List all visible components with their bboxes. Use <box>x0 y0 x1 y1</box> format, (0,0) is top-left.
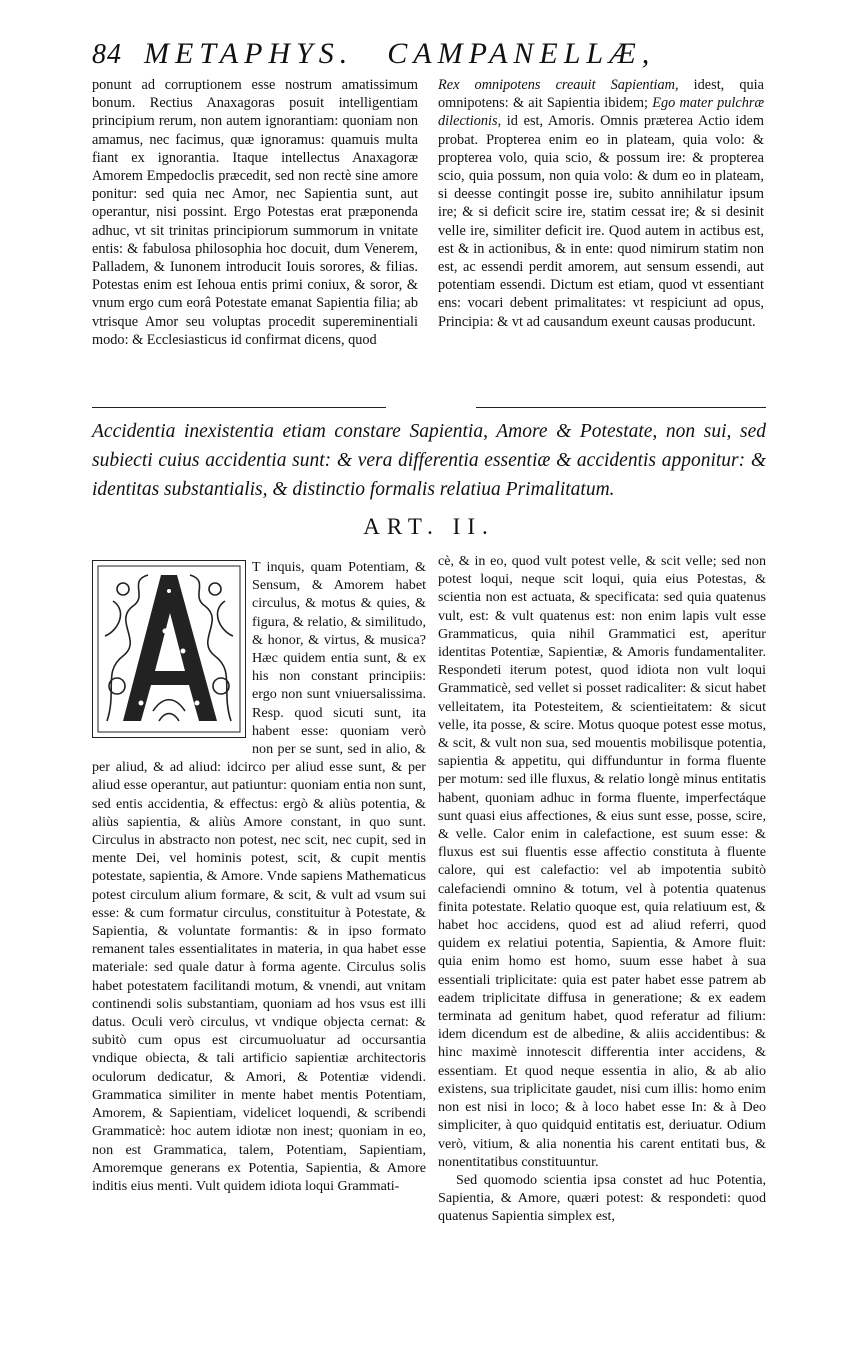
top-right-quote: Ego mater pulchræ dilectionis <box>438 95 764 130</box>
body-left-column <box>92 558 426 1195</box>
running-title-left: METAPHYS. <box>144 37 354 70</box>
section-heading: Accidentia inexistentia etiam constare Sapientia, Amore & Potestate, non sui, sed subiecti cuius accidentia sunt: & vera differentia essentiæ & accidentis apponitur: & identitas substantialis, & distinctio formalis relatiua Primalitatum. <box>92 421 766 500</box>
section-divider-gap <box>386 402 476 412</box>
top-right-lead: Rex omnipotens creauit Sapientiam <box>438 77 675 93</box>
body-right-column <box>438 552 766 1226</box>
article-label: ART. II. <box>363 514 495 539</box>
top-right-paragraph <box>438 76 764 331</box>
top-right-column <box>438 76 764 331</box>
body-left-text: T inquis, quam Potentiam, & Sensum, & Amorem habet circulus, & motus & quies, & figura, & relatio, & similitudo, & honor, & virtus, & musica? Hæc quidem entia sunt, & ex his non constant principiis: ergo non sunt vniuersalissima. Resp. quod sicuti sunt, ita habent esse: quoniam verò non per se sunt, sed in alio, & per aliud, & ad aliud: idcirco per aliud esse sunt, & per aliud esse operantur, aut patiuntur: quoniam entia non sunt, sed entis accidentia, & effectus: ergò & aliùs potentia, & aliùs sapientia, & aliùs Amore constant, in quo sunt. Circulus in abstracto non potest, nec scit, nec cupit, sed in mente Dei, vel hominis potest, scit, & cupit mentis potestate, sapientia, & Amore. Vnde sapiens Mathematicus potest circulum alium formare, & scit, & vult ad vsum sui esse: & cum formatur circulus, constituitur à Potestate, & Sapientia, & voluntate formantis: & in ipso formato remanent tales essentialitates in materia, in qua habet esse materiale: sed quale datur à forma agente. Circulus solis habet potestatem facilitandi motum, & vnendi, aut vnitam continendi solis substantiam, quoniam ad hos vsus est illi datus. Oculi verò circulus, vt vndique objecta cernat: & subitò cum opus est circumuoluatur ad occursantia vndique obiecta, & tali artificio sapientiæ architectoris oculorum dedicatur, & Amori, & Potentiæ videndi. Grammatica similiter in mente habet mentis Potentiam, Amorem, & Sapientiam, videlicet loquendi, & scribendi Grammaticè: hoc autem idiotæ non inest; quoniam in eo, non est Grammatica, talem, Potentiam, Sapientiam, Amoremque generans ex Potentia, Sapientia, & Amore inditis eius menti. Vult quidem idiota loqui Grammati- <box>92 559 426 1194</box>
initial-float-space <box>92 558 252 746</box>
top-left-column <box>92 76 418 349</box>
body-right-text: cè, & in eo, quod vult potest velle, & scit velle; sed non potest loqui, neque scit loqui, quia eius Potestas, & scientia non est actuata, & specificata: sed quia quatenus vult, est: & vult quatenus est: non enim lapis vult esse Grammaticus, quia nihil Grammatici est, aperitur identitas Potentiæ, Sapientiæ, & Amoris fundamentaliter. Respondeti iterum potest, quod idiota non vult loqui Grammaticè, sed vellet si posset radicaliter: & sicut habet velleitatem, ita Potesteitem, & scientieitatem: & sicut velle, ita posse, & scire. Motus quoque potest esse motus, & scit, & vult non sua, sed mouentis mobilisque potentia, sapientia & appetitu, qui diffunduntur in forma fluente per motum: sed ille fluxus, & relatio longè minus entitatis habent, quoniam adhuc in forma fluente, imperfectáque sunt quasi eius affectiones, & eius sunt esse, posse, scire, & velle. Calor enim in calefactione, est suum esse: & fluxus est sui fluentis esse affectio constituta à fluente calore, qui est calefactio: vel ab impotentia subitò calefaciendi omnino & totum, vel à potentia quatenus finita potestate. Relatio quoque est, quia relatiuum est, & habet hoc accidens, quod est ad aliud referri, quod quidem ex relatiui potentia, Sapientia, & Amore fluit: quia enim homo est homo, suum esse habet à sua essentiali triplicitate: quia est pater habet esse patrem ab eadem triplicitate diffusa in generatione; & ex eadem terminata ad genitum habet, quod referatur ad filium: idem dicendum est de albedine, & aliis accidentibus: & hinc maximè innotescit differentia inter accidens, & essentiam. Et quod neque essentia in alio, & ab alio existens, sua triplicitate gaudet, nisi cum illis: homo enim non est nisi in loco; & à loco habet esse In: & à Deo simpliciter, à quo quidquid entitatis est, deriuatur. Odium verò, vitium, & alia nonentia his carent entitati bus, & nonentitatibus constituuntur. <box>438 553 766 1170</box>
top-left-text: ponunt ad corruptionem esse nostrum amatissimum bonum. Rectius Anaxagoras posuit intelligentiam principium rerum, non autem ignorantiam: quoniam non amamus, nec facimus, quæ ignoramus: quamuis multa fiant ex ignorantia. Itaque intellectus Anaxagoræ Amorem Empedoclis præcedit, sed non rectè sine amore ponitur: sed quia nec Amor, nec Sapientia sunt, aut operantur, nisi possint. Ergo Potestas erat præponenda adhuc, vt sit trinitas principiorum summorum in vnitate entis: & fabulosa philosophia hoc docuit, dum Venerem, Palladem, & Iunonem introducit Iouis sorores, & filias. Potestas enim est Iehoua entis primi coniux, & soror, & vnum ergo cum eorâ Potestate emanat Sapientia filia; ab vtrisque Amor seu voluptas procedit supereminentiali modo: & Ecclesiasticus id confirmat dicens, quod <box>92 77 418 348</box>
top-right-text-1: , idest, quia omnipotens: & ait Sapientia ibidem; <box>438 77 764 112</box>
running-head <box>92 34 732 74</box>
running-title-right: CAMPANELLÆ, <box>387 37 656 70</box>
page-number: 84 <box>92 39 122 70</box>
body-right-text-2: Sed quomodo scientia ipsa constet ad huc Potentia, Sapientia, & Amore, quæri potest: & respondeti: quod quatenus Sapientia simplex est, <box>438 1171 766 1225</box>
top-right-text-2: , id est, Amoris. Omnis præterea Actio idem probat. Propterea enim eo in plateam, quia volo: & propterea volo, quia scio, & possum ire: & propterea scio, quia possum, non quia volo: & dum eo in plateam, si deesse contingit posse ire, subito annihilatur ipsum ire; & si deficit scire ire, statim cessat ire; & si desinit velle ire, similiter deficit ire. Quod autem in actibus est, est & in actionibus, & in ente: quod nimirum statim non est, ac essendi perdit amorem, aut sensum essendi, aut potentiam essendi. Dictum est etiam, quod vt essentiant ens: vocari debent primalitates: vt respiciunt ad opus, Principia: & vt ad causandum exeunt causas producunt. <box>438 113 764 330</box>
